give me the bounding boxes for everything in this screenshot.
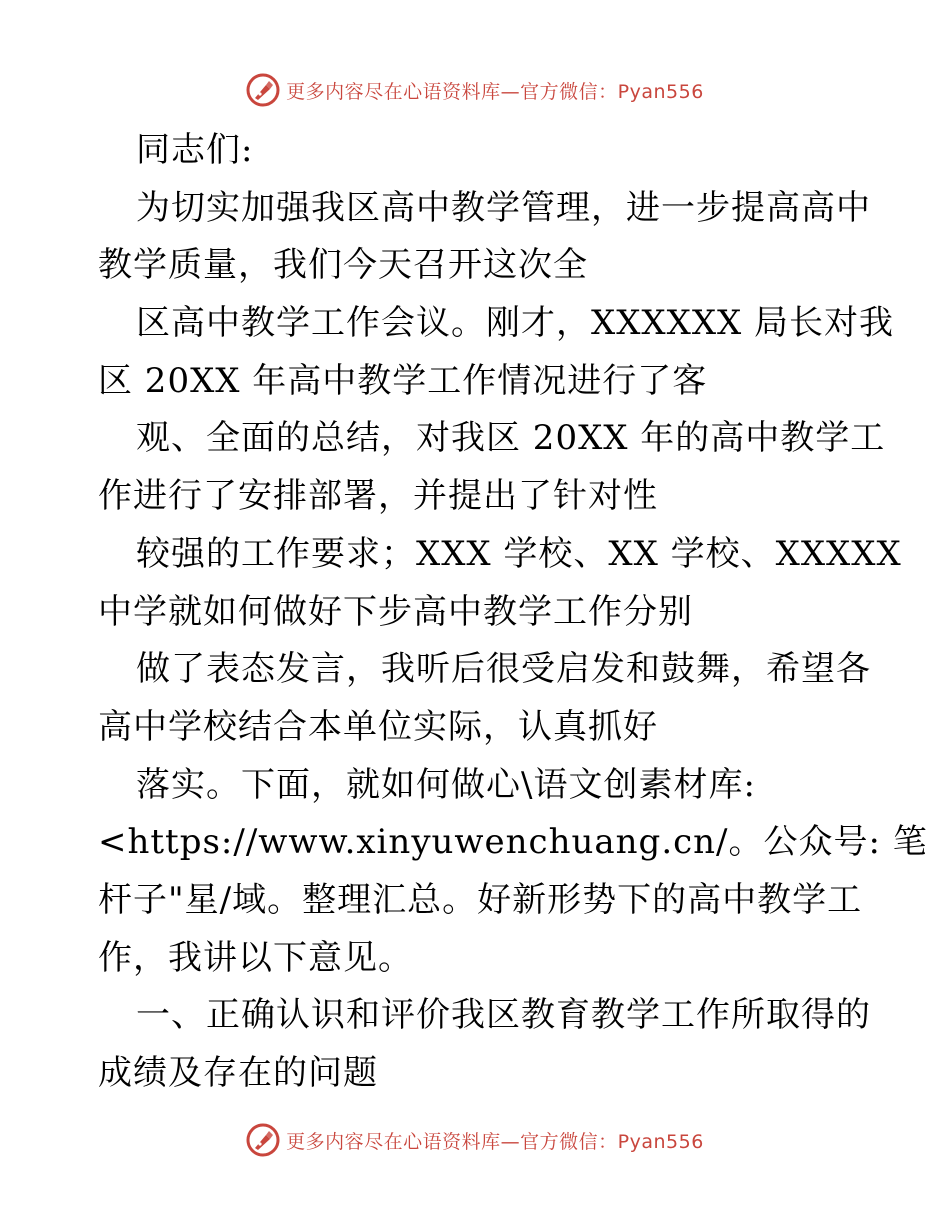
text-line: 做了表态发言，我听后很受启发和鼓舞，希望各	[136, 649, 871, 690]
text-line: 高中学校结合本单位实际，认真抓好	[98, 706, 658, 747]
text-line: <https://www.xinyuwenchuang.cn/。公众号: 笔	[98, 822, 928, 863]
pen-nib-circle-icon	[246, 1123, 280, 1157]
text-line: 杆子"星/域。整理汇总。好新形势下的高中教学工	[98, 879, 863, 920]
section-heading: 成绩及存在的问题	[98, 1053, 378, 1093]
text-line: 为切实加强我区高中教学管理，进一步提高高中	[136, 187, 871, 228]
text-line: 区 20XX 年高中教学工作情况进行了客	[98, 360, 708, 401]
text-line: 落实。下面，就如何做心\语文创素材库:	[136, 764, 756, 805]
text-line: 区高中教学工作会议。刚才，XXXXXX 局长对我	[136, 303, 895, 344]
footer-watermark	[0, 1120, 950, 1160]
text-line: 同志们:	[136, 130, 254, 170]
text-line: 观、全面的总结，对我区 20XX 年的高中教学工	[136, 418, 886, 459]
watermark-text: 更多内容尽在心语资料库—官方微信：Pyan556	[286, 1130, 704, 1153]
watermark-text: 更多内容尽在心语资料库—官方微信：Pyan556	[286, 80, 704, 103]
text-line: 较强的工作要求；XXX 学校、XX 学校、XXXXX	[136, 533, 902, 574]
section-heading: 一、正确认识和评价我区教育教学工作所取得的	[136, 995, 871, 1036]
text-line: 作进行了安排部署，并提出了针对性	[98, 476, 658, 517]
text-line: 教学质量，我们今天召开这次全	[98, 245, 588, 286]
header-watermark	[0, 70, 950, 110]
document-body	[98, 122, 928, 1103]
text-line: 中学就如何做好下步高中教学工作分别	[98, 591, 693, 632]
pen-nib-circle-icon	[246, 73, 280, 107]
text-line: 作，我讲以下意见。	[98, 937, 413, 978]
